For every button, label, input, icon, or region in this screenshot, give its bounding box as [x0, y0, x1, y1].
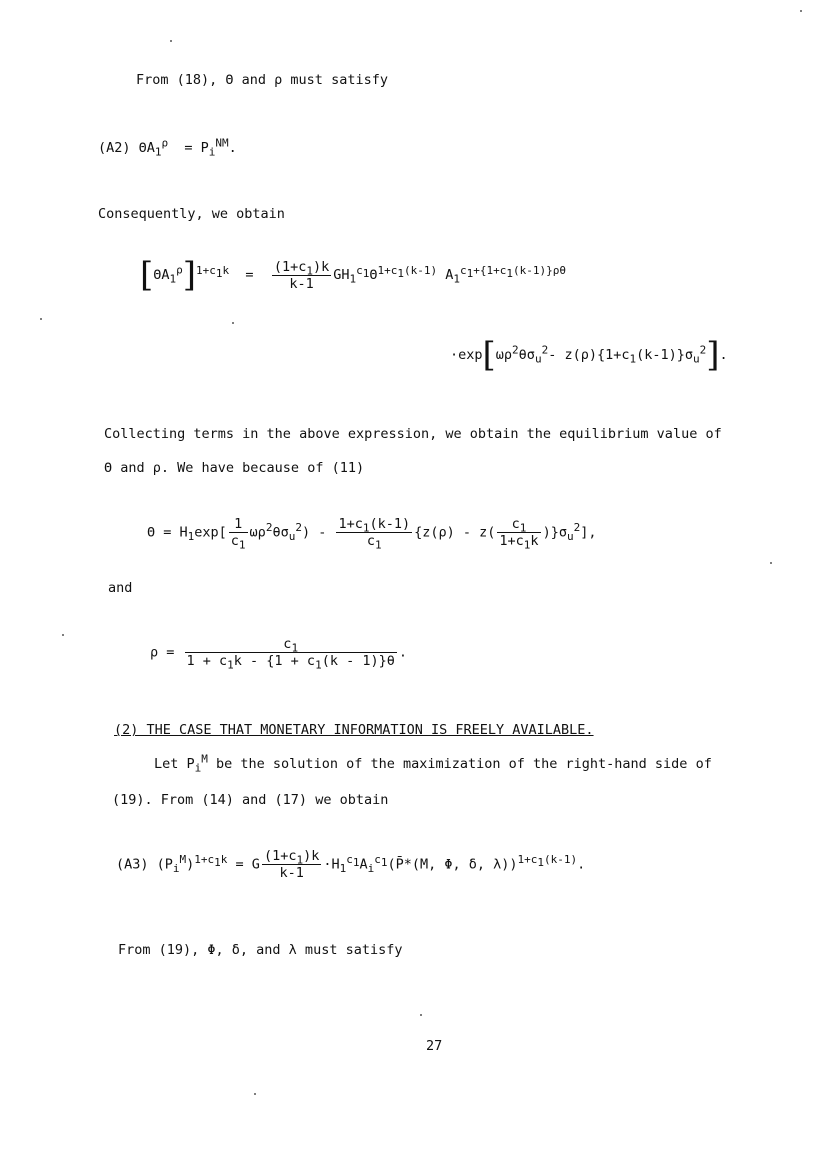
equation-label: (A3)	[116, 856, 149, 873]
scan-speck	[232, 322, 234, 324]
text-line: From (19), Φ, δ, and λ must satisfy	[118, 942, 403, 958]
scan-speck	[62, 634, 64, 636]
scan-speck	[770, 562, 772, 564]
text-line: Collecting terms in the above expression, we obtain the equilibrium value of	[104, 426, 722, 442]
text-line: From (18), Θ and ρ must satisfy	[136, 72, 388, 88]
equation-rho: ρ = $\frac{c_1}{1 + c_1k - \{1 + c_1(k - 1)\}\theta}$ .	[150, 636, 407, 672]
text-line: Θ and ρ. We have because of (11)	[104, 460, 365, 476]
scan-speck	[800, 10, 802, 12]
scan-speck	[420, 1014, 422, 1016]
section-heading: (2) THE CASE THAT MONETARY INFORMATION IS FREELY AVAILABLE.	[114, 722, 594, 738]
equation-main-continued: $\cdot\exp[\omega\rho^2\theta\sigma_u^2-$ $z(\rho)\{1+c_1(k-1)\}\sigma_u^2$].	[450, 335, 728, 375]
equation-a3: (A3) $(P_i^M)^{1+c_1k} = G$ $\frac{(1+c_1)k}{k-1}$ $\cdot H_1^{c_1}A_i^{c_1}(P̄*(M$, Φ, δ, λ))$^{1+c_1(k-1)}$.	[116, 848, 586, 881]
text-line: Consequently, we obtain	[98, 206, 285, 222]
scan-speck	[170, 40, 172, 42]
text-line: (19). From (14) and (17) we obtain	[112, 792, 389, 808]
scan-speck	[254, 1093, 256, 1095]
equation-main: $[\Theta A_1^\rho]^{1+c_1k}$ = $\frac{(1+c_1)k}{k-1}$ $GH_1^{c_1}\Theta^{1+c_1(k-1)}$ $A_1^{c_1+\{1+c_1(k-1)\}\rho\theta}$	[140, 255, 566, 295]
equation-label: (A2)	[98, 140, 131, 156]
equation-theta: $\Theta = H_1\exp$[ $\frac{1}{c_1}$ $\omega\rho^2\theta\sigma_u^2$) - $\frac{1+c_1(k-1)}{c_1}$ {z(ρ) - z( $\frac{c_1}{1+c_1k}$ )}$\sigma_u^2$],	[147, 516, 597, 552]
text-line: and	[108, 580, 133, 596]
equation-a2: (A2) $\Theta A_1^\rho = P_i^{NM}$.	[98, 136, 237, 159]
text-line: Let $P_i^M$ be the solution of the maximization of the right-hand side of	[154, 752, 712, 775]
page-number: 27	[426, 1038, 443, 1054]
scan-speck	[40, 318, 42, 320]
